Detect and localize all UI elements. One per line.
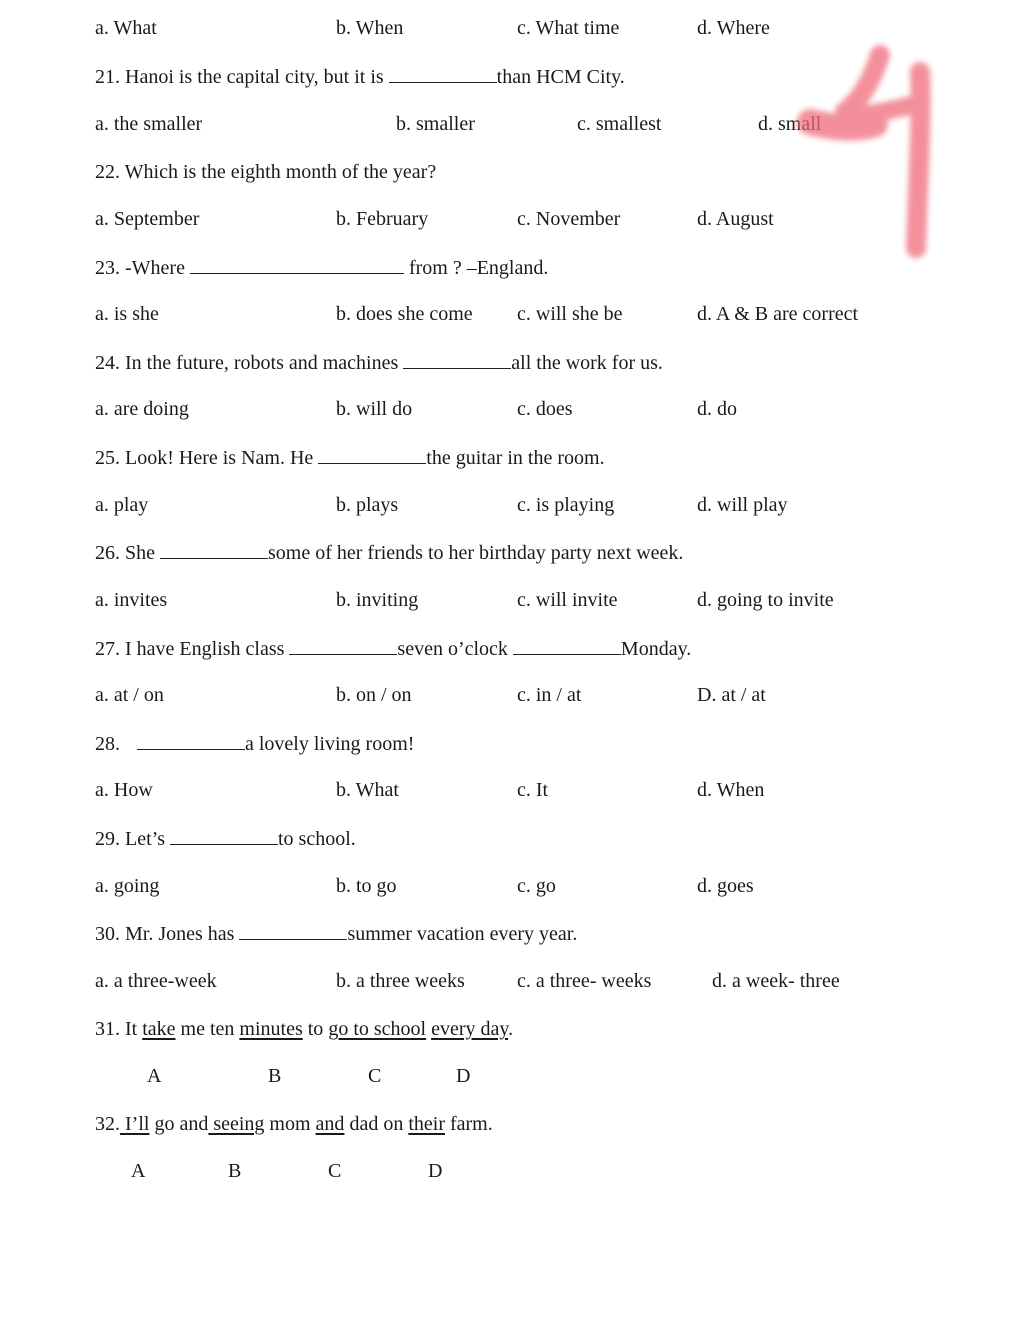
q28-post: a lovely living room! (245, 733, 415, 755)
q31-letter-a: A (147, 1065, 162, 1087)
q32-part: 32. (95, 1113, 120, 1135)
q26-post: some of her friends to her birthday party next week. (268, 542, 684, 564)
q32-part: go and (149, 1113, 209, 1135)
q21-option-a: a. the smaller (95, 113, 203, 135)
q24-text (95, 350, 663, 375)
q29-post: to school. (278, 828, 356, 850)
q26-text (95, 540, 683, 565)
q26-option-a: a. invites (95, 589, 168, 611)
q26-option-c: c. will invite (517, 589, 618, 611)
q27-text (95, 636, 691, 661)
q32-underlined-d: their (408, 1113, 445, 1135)
q25-option-d: d. will play (697, 494, 788, 516)
q23-text (95, 255, 548, 280)
q27-mid: seven o’clock (397, 638, 513, 660)
q28-pre: 28. (95, 733, 125, 755)
q27-pre: 27. I have English class (95, 638, 290, 660)
q30-blank (239, 921, 347, 940)
q31-part: . (508, 1018, 514, 1040)
q23-option-c: c. will she be (517, 303, 623, 325)
q32-underlined-a: I’ll (120, 1113, 150, 1135)
q32-letter-b: B (228, 1160, 242, 1182)
q28-option-b: b. What (336, 779, 399, 801)
q20-option-a: a. What (95, 17, 157, 39)
q32-underlined-b: seeing (208, 1113, 265, 1135)
q22-option-b: b. February (336, 208, 429, 230)
q28-text (95, 731, 414, 756)
q32-part: farm. (444, 1113, 493, 1135)
mark-stroke-diagonal (845, 55, 880, 112)
q28-option-c: c. It (517, 779, 549, 801)
q32-letter-c: C (328, 1160, 342, 1182)
q27-option-c: c. in / at (517, 684, 582, 706)
q21-pre: 21. Hanoi is the capital city, but it is (95, 66, 389, 88)
q21-blank (389, 64, 497, 83)
q30-option-d: d. a week- three (712, 970, 840, 992)
q31-part: me ten (175, 1018, 240, 1040)
q21-option-c: c. smallest (577, 113, 662, 135)
q30-option-c: c. a three- weeks (517, 970, 652, 992)
q25-option-c: c. is playing (517, 494, 615, 516)
q24-option-a: a. are doing (95, 398, 189, 420)
q31-text (95, 1017, 513, 1041)
q32-letter-d: D (428, 1160, 443, 1182)
q21-text (95, 64, 625, 89)
q27-option-d: D. at / at (697, 684, 766, 706)
q24-option-b: b. will do (336, 398, 413, 420)
q21-option-b: b. smaller (396, 113, 475, 135)
q32-underlined-c: and (315, 1113, 345, 1135)
q24-post: all the work for us. (511, 352, 663, 374)
q31-letter-b: B (268, 1065, 282, 1087)
q31-part: 31. It (95, 1018, 143, 1040)
q30-pre: 30. Mr. Jones has (95, 923, 240, 945)
q23-option-b: b. does she come (336, 303, 473, 325)
q25-blank (318, 445, 426, 464)
q23-option-d: d. A & B are correct (697, 303, 859, 325)
q31-letter-d: D (456, 1065, 471, 1087)
q30-option-b: b. a three weeks (336, 970, 465, 992)
q29-option-b: b. to go (336, 875, 397, 897)
q20-option-c: c. What time (517, 17, 620, 39)
q27-blank-2 (513, 636, 621, 655)
q22-option-c: c. November (517, 208, 621, 230)
q29-pre: 29. Let’s (95, 828, 170, 850)
q26-pre: 26. She (95, 542, 160, 564)
q22-text: 22. Which is the eighth month of the year? (95, 161, 437, 183)
q28-blank (137, 731, 245, 750)
q20-option-d: d. Where (697, 17, 770, 39)
q23-pre: 23. -Where (95, 257, 190, 279)
q29-option-a: a. going (95, 875, 160, 897)
q26-option-b: b. inviting (336, 589, 419, 611)
q23-blank (190, 255, 404, 274)
mark-stroke-vertical (916, 72, 921, 248)
q21-option-d: d. small (758, 113, 822, 135)
q30-option-a: a. a three-week (95, 970, 217, 992)
mark-stroke-horizontal (845, 102, 922, 118)
q30-post: summer vacation every year. (347, 923, 578, 945)
q22-option-a: a. September (95, 208, 200, 230)
q23-option-a: a. is she (95, 303, 159, 325)
q28-option-a: a. How (95, 779, 153, 801)
q25-text (95, 445, 605, 470)
q25-option-a: a. play (95, 494, 149, 516)
q32-part: dad on (344, 1113, 409, 1135)
q26-option-d: d. going to invite (697, 589, 834, 611)
q25-post: the guitar in the room. (426, 447, 605, 469)
q24-blank (403, 350, 511, 369)
q31-underlined-b: minutes (239, 1018, 303, 1040)
q29-option-c: c. go (517, 875, 556, 897)
q29-option-d: d. goes (697, 875, 754, 897)
q23-post: from ? –England. (403, 257, 549, 279)
q27-blank-1 (289, 636, 397, 655)
q28-option-d: d. When (697, 779, 765, 801)
q29-text (95, 826, 356, 851)
q32-part: mom (264, 1113, 316, 1135)
mark-strokes (810, 55, 922, 248)
q31-underlined-a: take (142, 1018, 176, 1040)
q32-text (95, 1112, 493, 1136)
q24-pre: 24. In the future, robots and machines (95, 352, 404, 374)
q21-post: than HCM City. (496, 66, 625, 88)
q29-blank (170, 826, 278, 845)
q27-option-b: b. on / on (336, 684, 412, 706)
q26-blank (160, 540, 268, 559)
q24-option-c: c. does (517, 398, 573, 420)
q31-underlined-d: every day (431, 1018, 509, 1040)
q31-letter-c: C (368, 1065, 382, 1087)
q22-option-d: d. August (697, 208, 774, 230)
q31-part: to (302, 1018, 329, 1040)
q24-option-d: d. do (697, 398, 737, 420)
q20-option-b: b. When (336, 17, 404, 39)
q32-letter-a: A (131, 1160, 146, 1182)
q27-post: Monday. (620, 638, 692, 660)
q25-option-b: b. plays (336, 494, 399, 516)
q31-underlined-c: go to school (328, 1018, 427, 1040)
q25-pre: 25. Look! Here is Nam. He (95, 447, 319, 469)
q30-text (95, 921, 577, 946)
q27-option-a: a. at / on (95, 684, 164, 706)
